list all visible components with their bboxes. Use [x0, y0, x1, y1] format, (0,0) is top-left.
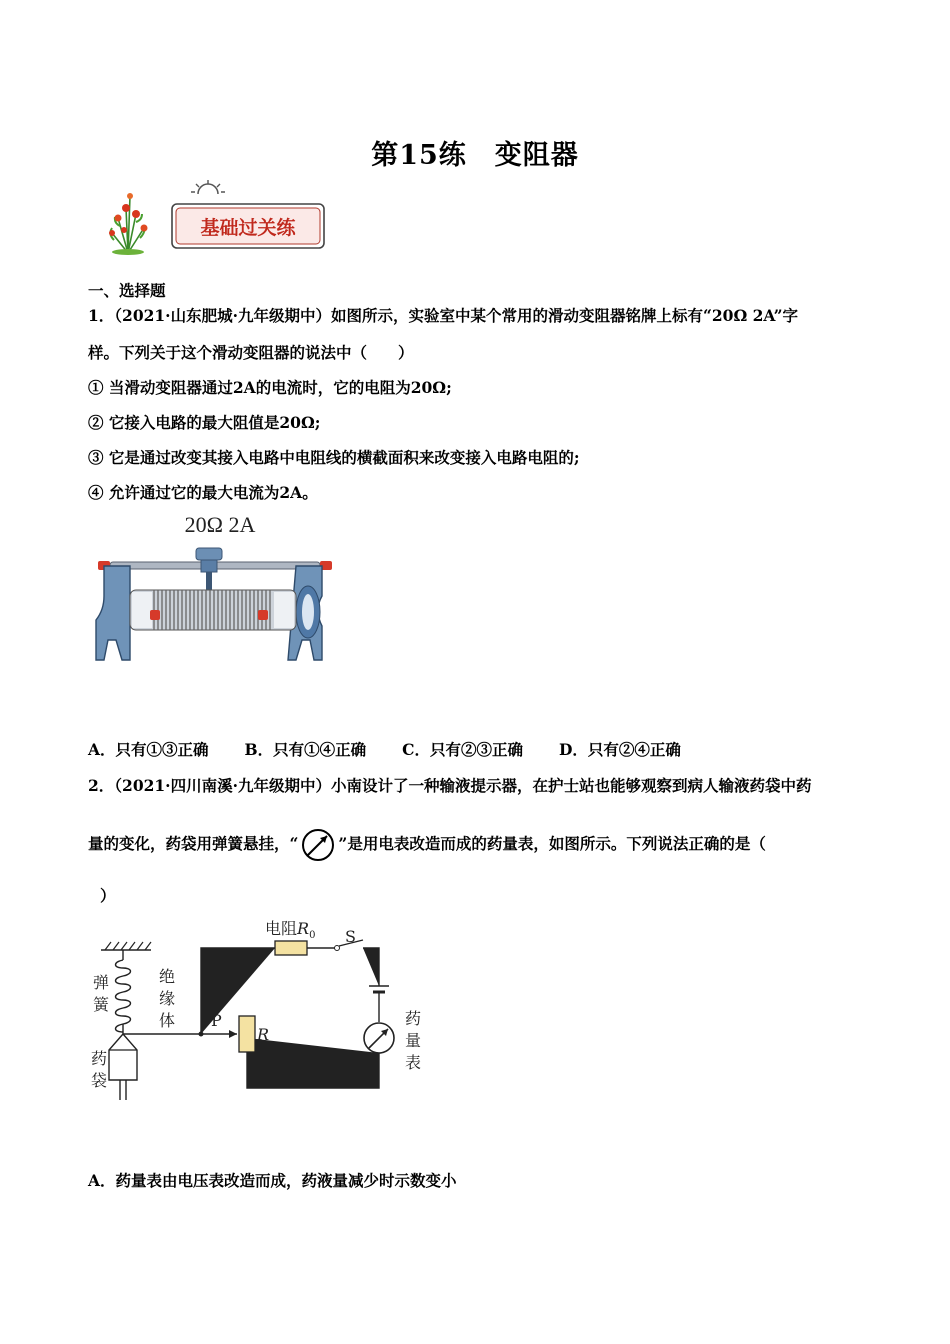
label-bag-2: 袋 [91, 1071, 108, 1090]
label-bag-1: 药 [91, 1049, 108, 1068]
question-1-options [88, 738, 717, 760]
statement-2: ② 它接入电路的最大阻值是20Ω; [88, 413, 321, 432]
label-spring-2: 簧 [93, 995, 110, 1014]
section-heading: 一、选择题 [88, 281, 166, 300]
meter-icon [300, 827, 336, 863]
statement-1: ① 当滑动变阻器通过2A的电流时，它的电阻为20Ω; [88, 378, 452, 397]
section-banner [100, 178, 330, 256]
rheostat-nameplate: 20Ω 2A [184, 512, 256, 537]
infusion-circuit-diagram [85, 912, 435, 1107]
label-insulator-3: 体 [159, 1011, 176, 1030]
question-1-stem-line2: 样。下列关于这个滑动变阻器的说法中（ ） [88, 343, 414, 362]
option-b[interactable]: B．只有①④正确 [244, 740, 367, 759]
question-2-text-b: ”是用电表改造而成的药量表，如图所示。下列说法正确的是（ [338, 834, 766, 853]
label-meter-1: 药 [405, 1009, 422, 1028]
statement-4: ④ 允许通过它的最大电流为2A。 [88, 483, 318, 502]
label-switch: S [345, 927, 356, 946]
label-insulator-1: 绝 [159, 967, 176, 986]
label-insulator-2: 缘 [159, 989, 176, 1008]
banner-label: 基础过关练 [200, 217, 296, 239]
label-spring-1: 弹 [93, 973, 110, 992]
statement-3: ③ 它是通过改变其接入电路中电阻线的横截面积来改变接入电路电阻的; [88, 448, 580, 467]
question-2-text-a: 量的变化，药袋用弹簧悬挂，“ [88, 834, 299, 853]
bag-icon [109, 1034, 137, 1080]
sun-icon [191, 180, 225, 194]
question-2-stem-line3: ） [100, 886, 116, 905]
rheostat-image [92, 510, 334, 670]
label-r0: 电阻$R_0$ [265, 919, 316, 941]
question-2-stem-line1: 2．（2021·四川南溪·九年级期中）小南设计了一种输液提示器，在护士站也能够观察到病人输液药袋中药 [88, 776, 812, 795]
page-title: 第15练 变阻器 [371, 140, 579, 171]
label-meter-3: 表 [405, 1053, 422, 1072]
label-meter-2: 量 [405, 1031, 422, 1050]
question-2-option-a[interactable]: A．药量表由电压表改造而成，药液量减少时示数变小 [88, 1171, 457, 1190]
question-1-stem-line1: 1．（2021·山东肥城·九年级期中）如图所示，实验室中某个常用的滑动变阻器铭牌上标有“20Ω 2A”字 [88, 306, 799, 325]
flower-icon [109, 193, 148, 255]
option-d[interactable]: D．只有②④正确 [558, 740, 681, 759]
label-p: P [211, 1011, 222, 1030]
spring-icon [116, 960, 131, 1032]
option-a[interactable]: A．只有①③正确 [88, 740, 209, 759]
option-c[interactable]: C．只有②③正确 [402, 740, 523, 759]
label-r: R [257, 1025, 270, 1044]
question-2-stem-line2 [88, 826, 766, 863]
